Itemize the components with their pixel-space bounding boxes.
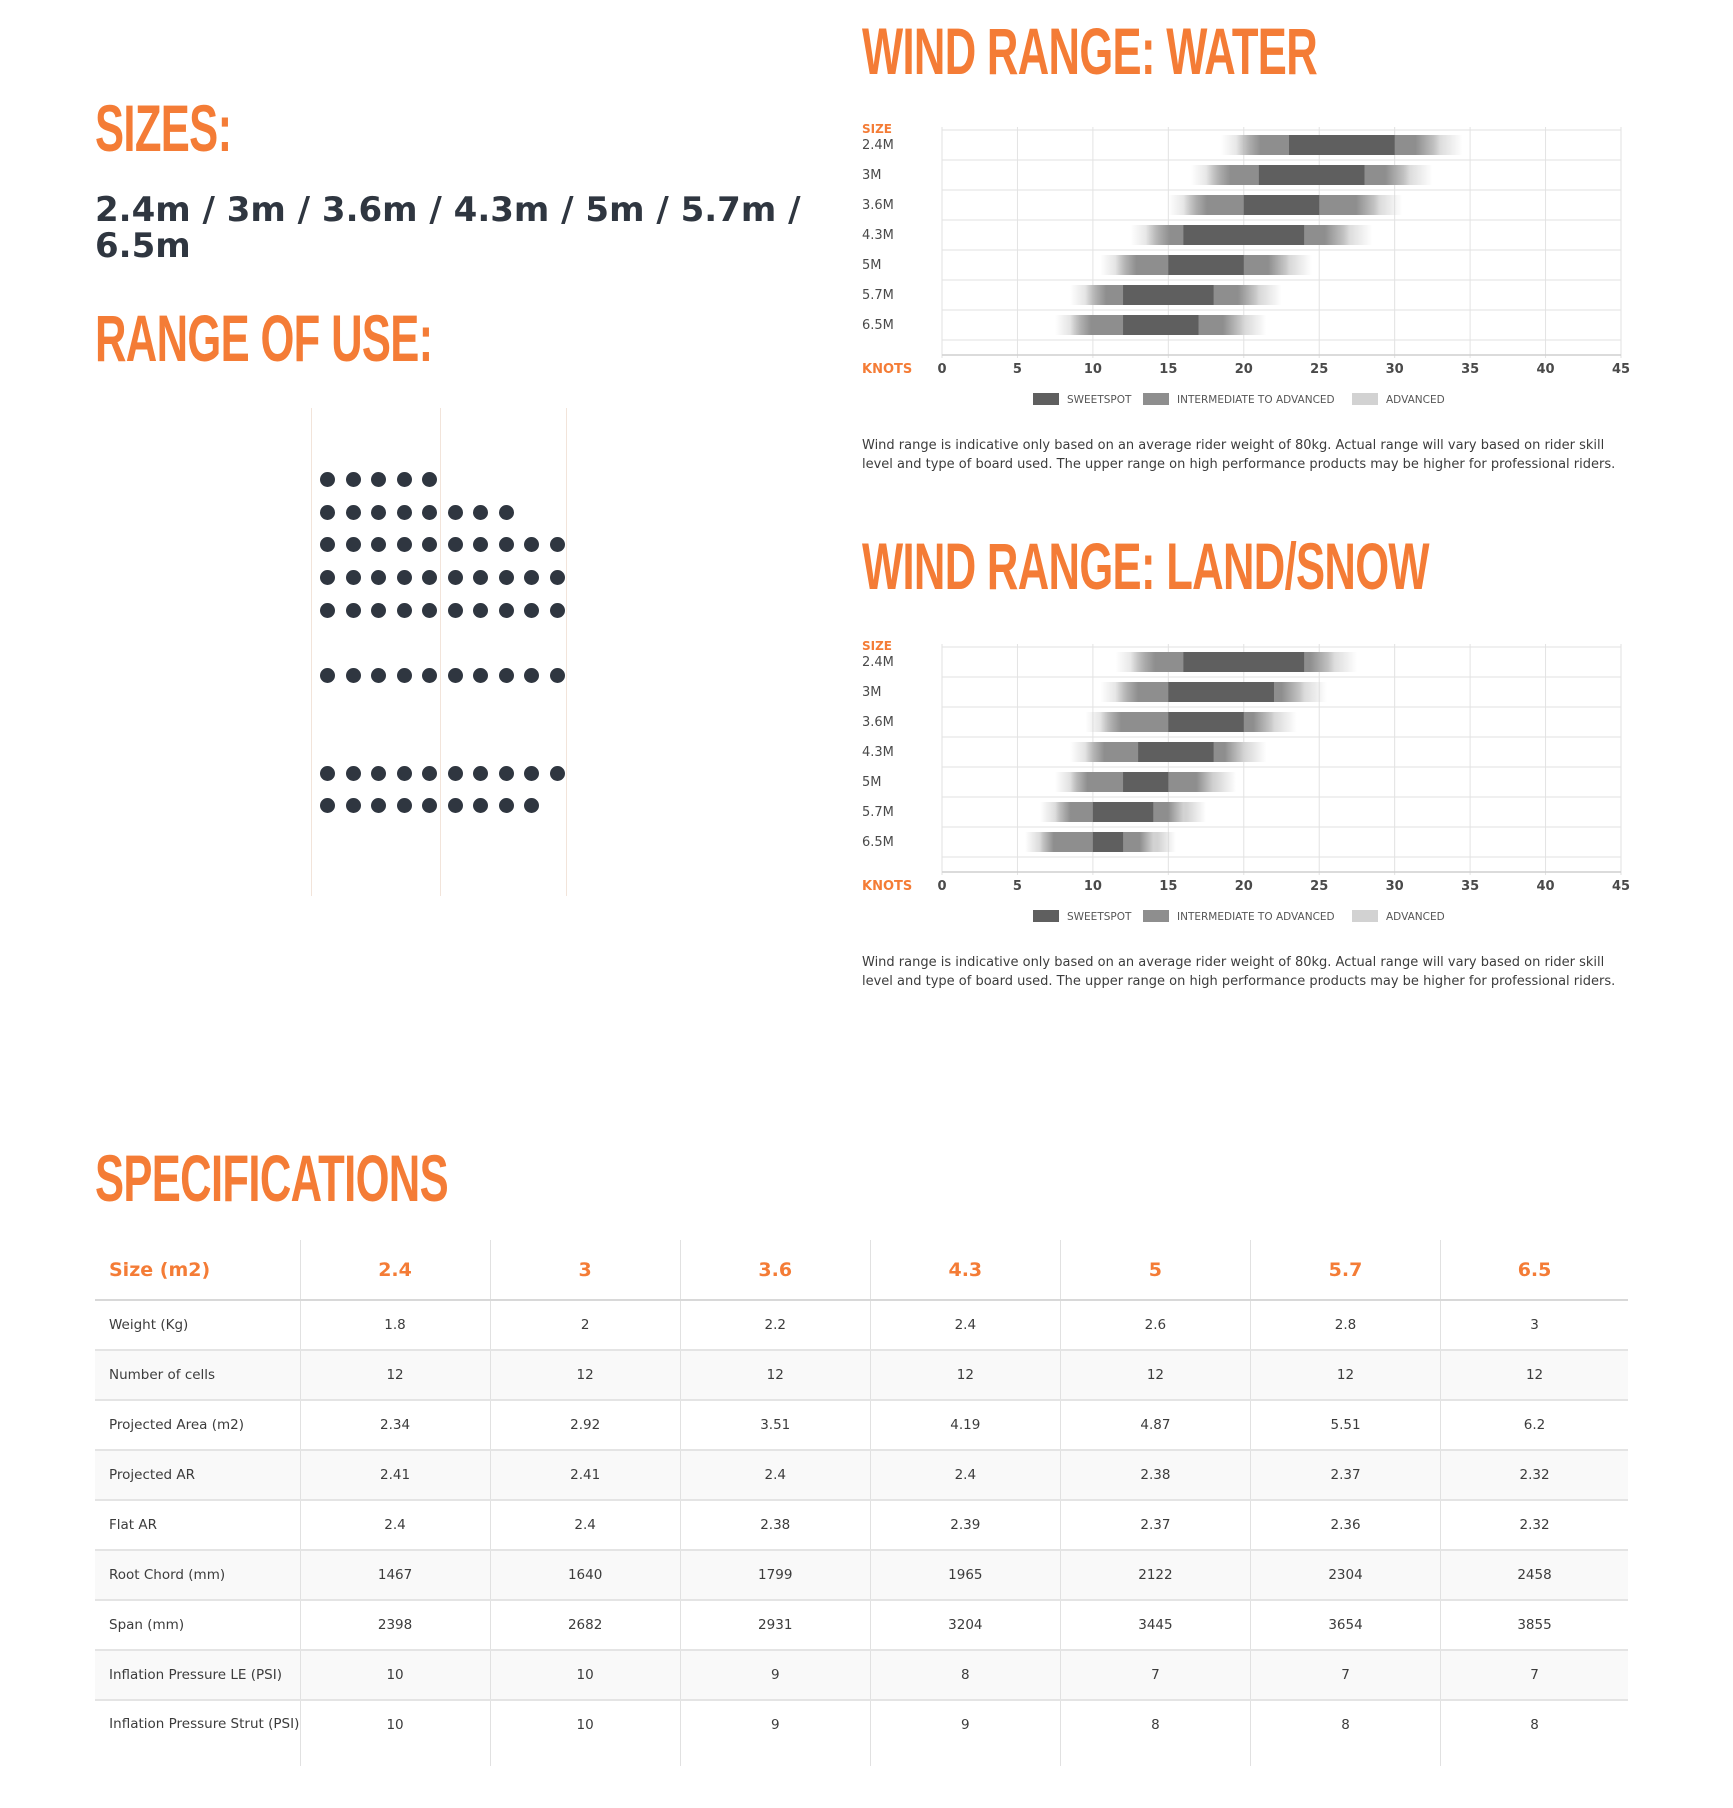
wind-range-water-note: Wind range is indicative only based on an average rider weight of 80kg. Actual range will vary based on rider skill level and type of board used. The upper range on high performance products may be higher for professional riders.	[862, 438, 1616, 472]
table-row-label: Root Chord (mm)	[95, 1550, 300, 1600]
x-tick-label: 35	[1461, 362, 1480, 377]
table-cell: 2.92	[490, 1400, 680, 1450]
table-row-label: Inflation Pressure Strut (PSI)	[95, 1700, 300, 1766]
table-cell: 5.51	[1250, 1400, 1440, 1450]
size-category-label: 6.5M	[862, 318, 894, 333]
range-dot	[397, 766, 412, 781]
range-dot	[448, 505, 463, 520]
range-dot	[371, 766, 386, 781]
table-cell: 3654	[1250, 1600, 1440, 1650]
range-dot	[320, 766, 335, 781]
range-dot	[371, 505, 386, 520]
range-dot	[397, 472, 412, 487]
table-cell: 8	[1530, 1717, 1539, 1733]
table-row	[95, 1350, 1628, 1400]
table-cell: 10	[490, 1650, 680, 1700]
table-cell: 2.37	[1250, 1450, 1440, 1500]
legend-swatch-sweetspot	[1033, 910, 1059, 922]
table-cell: 10	[490, 1700, 680, 1766]
range-dot	[320, 505, 335, 520]
table-cell: 2.4	[680, 1450, 870, 1500]
table-cell: 2.6	[1060, 1300, 1250, 1350]
range-dot	[422, 668, 437, 683]
table-cell: 2398	[300, 1600, 490, 1650]
range-dot	[371, 668, 386, 683]
x-tick-label: 25	[1310, 362, 1329, 377]
table-cell: 2.4	[870, 1300, 1060, 1350]
table-cell: 2.32	[1519, 1467, 1550, 1483]
range-dot	[473, 537, 488, 552]
table-cell: 3.51	[680, 1400, 870, 1450]
range-dot	[524, 766, 539, 781]
specifications-heading: SPECIFICATIONS	[95, 1141, 448, 1215]
table-cell: 3855	[1517, 1617, 1552, 1633]
legend-label-advanced: ADVANCED	[1386, 394, 1445, 406]
range-dot	[397, 505, 412, 520]
size-category-label: 6.5M	[862, 835, 894, 850]
table-cell: 2.4	[490, 1500, 680, 1550]
table-row	[95, 1550, 1628, 1600]
table-header-size: 6.5	[1441, 1240, 1628, 1300]
legend-swatch-sweetspot	[1033, 393, 1059, 405]
range-dot	[422, 570, 437, 585]
table-cell: 2931	[680, 1600, 870, 1650]
size-category-label: 5M	[862, 258, 882, 273]
range-dot	[499, 766, 514, 781]
range-guide-line	[311, 408, 312, 896]
bar-sweetspot	[1093, 802, 1153, 822]
range-dot	[397, 570, 412, 585]
range-dot	[397, 537, 412, 552]
wind-range-land-chart	[850, 632, 1640, 952]
range-of-use-heading: RANGE OF USE:	[95, 301, 433, 375]
range-dot	[346, 472, 361, 487]
knots-axis-label: KNOTS	[862, 879, 913, 894]
range-dot	[371, 570, 386, 585]
range-dot	[397, 798, 412, 813]
bar-sweetspot	[1289, 135, 1395, 155]
bar-sweetspot	[1168, 712, 1243, 732]
bar-sweetspot	[1183, 225, 1304, 245]
range-dot	[422, 505, 437, 520]
range-dot	[524, 668, 539, 683]
table-cell: 12	[1060, 1350, 1250, 1400]
range-dot	[320, 603, 335, 618]
table-row-label: Projected Area (m2)	[95, 1400, 300, 1450]
bar-sweetspot	[1138, 742, 1213, 762]
range-dot	[550, 537, 565, 552]
table-cell: 2.8	[1250, 1300, 1440, 1350]
table-cell: 2.34	[300, 1400, 490, 1450]
range-dot	[320, 798, 335, 813]
table-cell: 7	[1060, 1650, 1250, 1700]
table-row	[95, 1500, 1628, 1550]
range-dot	[422, 766, 437, 781]
range-dot	[473, 766, 488, 781]
x-tick-label: 10	[1083, 879, 1102, 894]
x-tick-label: 15	[1159, 879, 1178, 894]
range-dot	[346, 537, 361, 552]
range-dot	[320, 537, 335, 552]
table-cell: 8	[870, 1650, 1060, 1700]
legend-label-intermediate: INTERMEDIATE TO ADVANCED	[1177, 911, 1335, 923]
range-dot	[371, 603, 386, 618]
table-row	[95, 1300, 1628, 1350]
range-dot	[448, 537, 463, 552]
range-guide-line	[566, 408, 567, 896]
table-cell: 2.37	[1060, 1500, 1250, 1550]
table-cell: 7	[1530, 1667, 1539, 1683]
range-dot	[397, 603, 412, 618]
table-cell: 8	[1060, 1700, 1250, 1766]
table-cell: 12	[300, 1350, 490, 1400]
range-dot	[320, 570, 335, 585]
specifications-table	[95, 1240, 1628, 1766]
range-dot	[371, 798, 386, 813]
range-dot	[346, 505, 361, 520]
table-cell: 1799	[680, 1550, 870, 1600]
table-cell: 2682	[490, 1600, 680, 1650]
bar-sweetspot	[1259, 165, 1365, 185]
table-row-label: Projected AR	[95, 1450, 300, 1500]
table-cell: 1965	[870, 1550, 1060, 1600]
table-header-size: 5.7	[1250, 1240, 1440, 1300]
table-cell: 1640	[490, 1550, 680, 1600]
table-cell: 4.87	[1060, 1400, 1250, 1450]
table-header-label: Size (m2)	[95, 1240, 300, 1300]
size-category-label: 3M	[862, 685, 882, 700]
table-row	[95, 1400, 1628, 1450]
size-category-label: 3.6M	[862, 198, 894, 213]
x-tick-label: 35	[1461, 879, 1480, 894]
table-cell: 2.38	[1060, 1450, 1250, 1500]
size-category-label: 2.4M	[862, 655, 894, 670]
table-cell: 1.8	[300, 1300, 490, 1350]
x-tick-label: 45	[1611, 362, 1631, 377]
table-row	[95, 1450, 1628, 1500]
table-row-label: Weight (Kg)	[95, 1300, 300, 1350]
x-tick-label: 40	[1536, 362, 1555, 377]
table-cell: 2	[490, 1300, 680, 1350]
legend-label-advanced: ADVANCED	[1386, 911, 1445, 923]
wind-range-land-heading: WIND RANGE: LAND/SNOW	[862, 529, 1429, 603]
legend-swatch-intermediate	[1143, 910, 1169, 922]
table-cell: 10	[300, 1700, 490, 1766]
range-dot	[499, 570, 514, 585]
knots-axis-label: KNOTS	[862, 362, 913, 377]
table-cell: 2.36	[1250, 1500, 1440, 1550]
range-dot	[346, 570, 361, 585]
range-dot	[550, 668, 565, 683]
table-cell: 2122	[1060, 1550, 1250, 1600]
range-dot	[346, 766, 361, 781]
bar-sweetspot	[1183, 652, 1304, 672]
range-dot	[320, 668, 335, 683]
table-row	[95, 1650, 1628, 1700]
bar-sweetspot	[1168, 682, 1274, 702]
table-cell: 12	[680, 1350, 870, 1400]
x-tick-label: 5	[1012, 362, 1022, 377]
table-row-label: Span (mm)	[95, 1600, 300, 1650]
range-dot	[448, 766, 463, 781]
range-dot	[346, 668, 361, 683]
size-axis-label: SIZE	[862, 122, 893, 136]
bar-sweetspot	[1123, 315, 1198, 335]
wind-range-land-note: Wind range is indicative only based on an average rider weight of 80kg. Actual range will vary based on rider skill level and type of board used. The upper range on high performance products may be higher for professional riders.	[862, 955, 1616, 989]
range-dot	[499, 603, 514, 618]
x-tick-label: 20	[1234, 362, 1253, 377]
table-cell: 8	[1250, 1700, 1440, 1766]
bar-sweetspot	[1244, 195, 1319, 215]
size-category-label: 5.7M	[862, 288, 894, 303]
range-dot	[499, 537, 514, 552]
legend-swatch-intermediate	[1143, 393, 1169, 405]
table-cell: 1467	[300, 1550, 490, 1600]
legend-swatch-advanced	[1352, 393, 1378, 405]
table-cell: 2.4	[300, 1500, 490, 1550]
range-dot	[422, 603, 437, 618]
range-dot	[346, 603, 361, 618]
x-tick-label: 30	[1385, 362, 1404, 377]
range-dot	[371, 537, 386, 552]
table-cell: 2.2	[680, 1300, 870, 1350]
range-dot	[448, 798, 463, 813]
range-dot	[422, 537, 437, 552]
size-axis-label: SIZE	[862, 639, 893, 653]
legend-label-intermediate: INTERMEDIATE TO ADVANCED	[1177, 394, 1335, 406]
table-row-label: Flat AR	[95, 1500, 300, 1550]
table-cell: 2.38	[680, 1500, 870, 1550]
range-dot	[448, 668, 463, 683]
size-category-label: 4.3M	[862, 745, 894, 760]
bar-sweetspot	[1123, 285, 1214, 305]
x-tick-label: 0	[937, 879, 947, 894]
table-cell: 9	[680, 1650, 870, 1700]
table-cell: 3445	[1060, 1600, 1250, 1650]
range-dot	[473, 603, 488, 618]
range-dot	[397, 668, 412, 683]
x-tick-label: 5	[1012, 879, 1022, 894]
x-tick-label: 30	[1385, 879, 1404, 894]
range-dot	[448, 603, 463, 618]
table-cell: 12	[1250, 1350, 1440, 1400]
range-dot	[422, 798, 437, 813]
legend-label-sweetspot: SWEETSPOT	[1067, 911, 1132, 923]
bar-sweetspot	[1168, 255, 1243, 275]
table-row	[95, 1700, 1628, 1766]
range-dot	[524, 537, 539, 552]
x-tick-label: 0	[937, 362, 947, 377]
table-cell: 2.39	[870, 1500, 1060, 1550]
legend-label-sweetspot: SWEETSPOT	[1067, 394, 1132, 406]
table-cell: 10	[300, 1650, 490, 1700]
range-dot	[550, 603, 565, 618]
wind-range-water-chart	[850, 115, 1640, 435]
range-dot	[550, 570, 565, 585]
bar-sweetspot	[1123, 772, 1168, 792]
legend-swatch-advanced	[1352, 910, 1378, 922]
table-cell: 3204	[870, 1600, 1060, 1650]
table-cell: 2.41	[490, 1450, 680, 1500]
wind-range-water-heading: WIND RANGE: WATER	[862, 14, 1317, 88]
range-dot	[524, 798, 539, 813]
size-category-label: 3M	[862, 168, 882, 183]
x-tick-label: 25	[1310, 879, 1329, 894]
table-cell: 3	[1530, 1317, 1539, 1333]
table-cell: 6.2	[1523, 1417, 1546, 1433]
size-category-label: 3.6M	[862, 715, 894, 730]
table-cell: 2458	[1517, 1567, 1552, 1583]
range-dot	[320, 472, 335, 487]
x-tick-label: 10	[1083, 362, 1102, 377]
table-cell: 7	[1250, 1650, 1440, 1700]
table-header-row	[95, 1240, 1628, 1300]
table-cell: 2304	[1250, 1550, 1440, 1600]
range-dot	[422, 472, 437, 487]
x-tick-label: 40	[1536, 879, 1555, 894]
size-category-label: 4.3M	[862, 228, 894, 243]
range-dot	[499, 798, 514, 813]
table-cell: 12	[490, 1350, 680, 1400]
sizes-heading: SIZES:	[95, 91, 232, 165]
range-dot	[524, 570, 539, 585]
x-tick-label: 20	[1234, 879, 1253, 894]
bar-sweetspot	[1093, 832, 1123, 852]
table-header-size: 2.4	[300, 1240, 490, 1300]
sizes-list: 2.4m / 3m / 3.6m / 4.3m / 5m / 5.7m / 6.5m	[95, 190, 801, 266]
table-cell: 2.41	[300, 1450, 490, 1500]
table-header-size: 3.6	[680, 1240, 870, 1300]
range-dot	[524, 603, 539, 618]
table-cell: 9	[870, 1700, 1060, 1766]
range-dot	[371, 472, 386, 487]
table-row-label: Inflation Pressure LE (PSI)	[95, 1650, 300, 1700]
table-header-size: 4.3	[870, 1240, 1060, 1300]
range-dot	[473, 570, 488, 585]
x-tick-label: 45	[1611, 879, 1631, 894]
size-category-label: 2.4M	[862, 138, 894, 153]
table-cell: 2.32	[1519, 1517, 1550, 1533]
x-tick-label: 15	[1159, 362, 1178, 377]
range-dot	[499, 505, 514, 520]
range-dot	[473, 505, 488, 520]
size-category-label: 5.7M	[862, 805, 894, 820]
table-cell: 4.19	[870, 1400, 1060, 1450]
range-dot	[550, 766, 565, 781]
range-dot	[473, 798, 488, 813]
range-dot	[448, 570, 463, 585]
table-cell: 12	[870, 1350, 1060, 1400]
range-dot	[499, 668, 514, 683]
table-header-size: 3	[490, 1240, 680, 1300]
table-row-label: Number of cells	[95, 1350, 300, 1400]
range-dot	[346, 798, 361, 813]
table-cell: 9	[680, 1700, 870, 1766]
range-dot	[473, 668, 488, 683]
table-row	[95, 1600, 1628, 1650]
table-cell: 12	[1525, 1367, 1544, 1383]
range-guide-line	[440, 408, 441, 896]
size-category-label: 5M	[862, 775, 882, 790]
table-header-size: 5	[1060, 1240, 1250, 1300]
table-cell: 2.4	[870, 1450, 1060, 1500]
